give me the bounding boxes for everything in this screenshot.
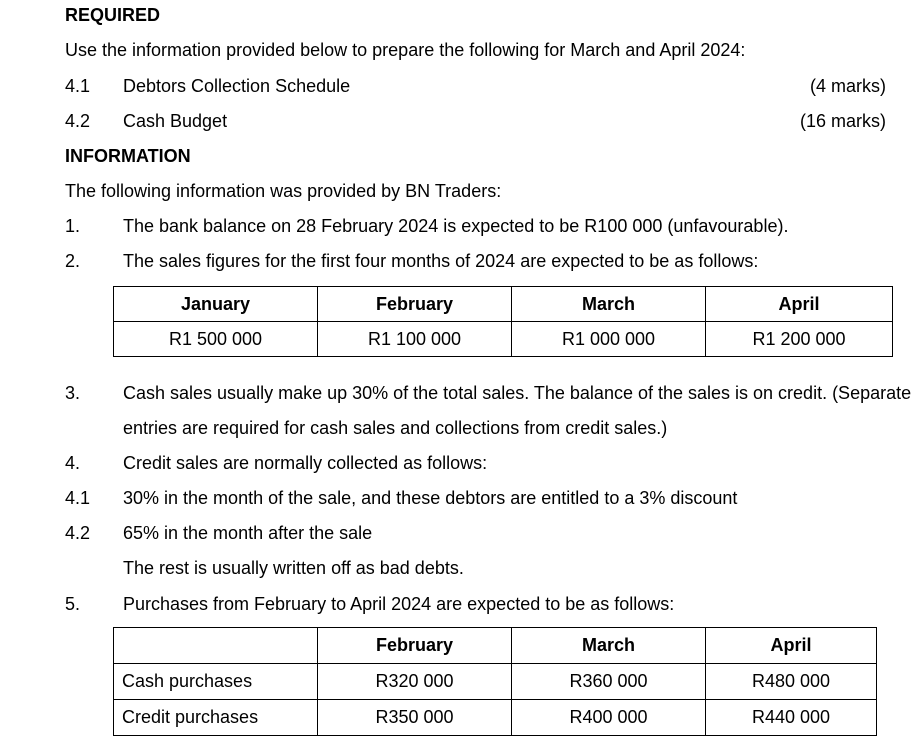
purchases-header: February bbox=[318, 628, 512, 664]
sales-value: R1 500 000 bbox=[114, 322, 318, 357]
item-text: 30% in the month of the sale, and these debtors are entitled to a 3% discount bbox=[123, 488, 738, 508]
item-text: Credit sales are normally collected as follows: bbox=[123, 453, 488, 473]
item-number: 4.2 bbox=[65, 523, 91, 543]
task-marks: (16 marks) bbox=[799, 111, 886, 131]
item-text: 65% in the month after the sale bbox=[123, 523, 373, 543]
task-marks: (4 marks) bbox=[810, 76, 886, 96]
purchases-value: R440 000 bbox=[706, 700, 877, 736]
sales-value: R1 200 000 bbox=[706, 322, 893, 357]
purchases-value: R320 000 bbox=[318, 664, 512, 700]
item-text: The rest is usually written off as bad debts. bbox=[123, 558, 464, 578]
item-text: entries are required for cash sales and collections from credit sales.) bbox=[123, 418, 668, 438]
item-number: 2. bbox=[65, 251, 81, 271]
item-text: The sales figures for the first four months of 2024 are expected to be as follows: bbox=[123, 251, 759, 271]
task-number: 4.1 bbox=[65, 76, 91, 96]
purchases-header: April bbox=[706, 628, 877, 664]
purchases-table bbox=[113, 627, 877, 736]
purchases-header: March bbox=[512, 628, 706, 664]
item-number: 3. bbox=[65, 383, 81, 403]
item-number: 4.1 bbox=[65, 488, 91, 508]
item-number: 4. bbox=[65, 453, 81, 473]
item-text: The bank balance on 28 February 2024 is expected to be R100 000 (unfavourable). bbox=[123, 216, 789, 236]
sales-header: February bbox=[318, 287, 512, 322]
purchases-value: R360 000 bbox=[512, 664, 706, 700]
item-number: 1. bbox=[65, 216, 81, 236]
purchases-header bbox=[114, 628, 318, 664]
item-text: Purchases from February to April 2024 are expected to be as follows: bbox=[123, 594, 675, 614]
task-label: Debtors Collection Schedule bbox=[123, 76, 351, 96]
task-label: Cash Budget bbox=[123, 111, 228, 131]
sales-header: April bbox=[706, 287, 893, 322]
row-label: Credit purchases bbox=[114, 700, 318, 736]
sales-value: R1 000 000 bbox=[512, 322, 706, 357]
purchases-value: R480 000 bbox=[706, 664, 877, 700]
information-intro: The following information was provided by BN Traders: bbox=[65, 181, 502, 201]
required-heading: REQUIRED bbox=[65, 5, 161, 25]
purchases-value: R350 000 bbox=[318, 700, 512, 736]
required-intro: Use the information provided below to prepare the following for March and April 2024: bbox=[65, 40, 746, 60]
item-text: Cash sales usually make up 30% of the total sales. The balance of the sales is on credit. (Separate bbox=[123, 383, 912, 403]
sales-header: January bbox=[114, 287, 318, 322]
item-number: 5. bbox=[65, 594, 81, 614]
row-label: Cash purchases bbox=[114, 664, 318, 700]
information-heading: INFORMATION bbox=[65, 146, 191, 166]
task-number: 4.2 bbox=[65, 111, 91, 131]
sales-table bbox=[113, 286, 893, 357]
purchases-value: R400 000 bbox=[512, 700, 706, 736]
table-row bbox=[114, 700, 877, 736]
table-row bbox=[114, 664, 877, 700]
sales-value: R1 100 000 bbox=[318, 322, 512, 357]
sales-header: March bbox=[512, 287, 706, 322]
